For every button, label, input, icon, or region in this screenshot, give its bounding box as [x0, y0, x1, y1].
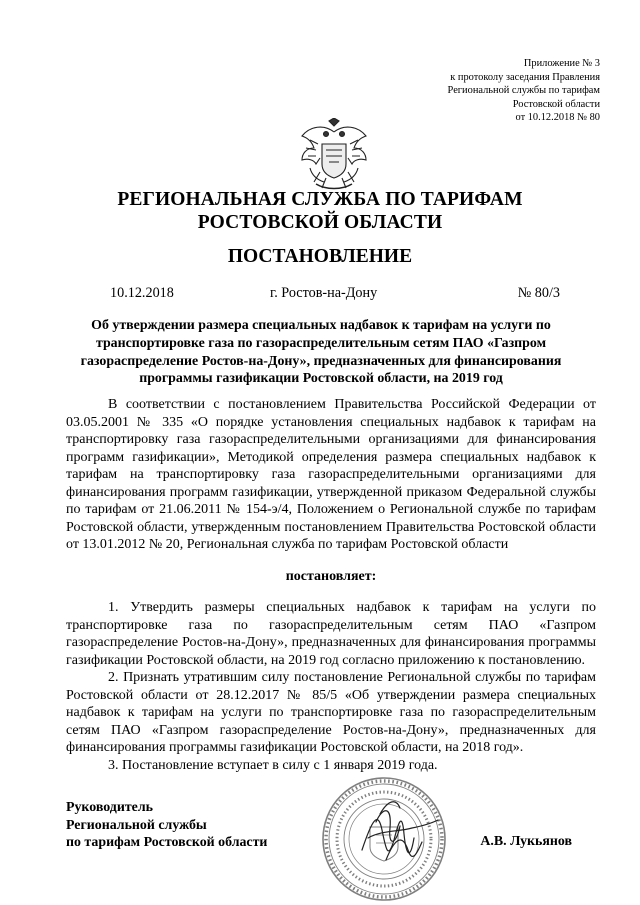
organization-title-line: РОСТОВСКОЙ ОБЛАСТИ: [197, 212, 443, 233]
organization-title-line: РЕГИОНАЛЬНАЯ СЛУЖБА ПО ТАРИФАМ: [117, 189, 523, 210]
appendix-line: Региональной службы по тарифам: [447, 85, 600, 96]
appendix-line: Приложение № 3: [523, 58, 600, 69]
resolution-item: 1. Утвердить размеры специальных надбавок к тарифам на услуги по транспортировке газа по газораспределительным сетям ПАО «Газпром газораспределение Ростов-на-Дону», предназначенных для финансирования программы газификации Ростовской области, на 2019 год согласно приложению к постановлению.: [66, 600, 596, 668]
organization-title: [0, 188, 640, 234]
coat-of-arms-icon: [296, 118, 372, 196]
handwritten-signature-icon: [342, 780, 462, 900]
preamble-paragraph: В соответствии с постановлением Правительства Российской Федерации от 03.05.2001 № 335 «О порядке установления специальных надбавок к тарифам на транспортировку газа газораспределительными организациями для финансирования программ газификации», Методикой определения размера специальных надбавок к тарифам на транспортировку газа газораспределительными организациями для финансирования программ газификации, утвержденной приказом Федеральной службы по тарифам от 21.06.2011 № 154-э/4, Положением о Региональной службе по тарифам Ростовской области, утвержденным постановлением Правительства Ростовской области от 13.01.2012 № 20, Региональная служба по тарифам Ростовской области: [66, 397, 596, 552]
appendix-line: Ростовской области: [512, 98, 600, 110]
signer-title-line: Руководитель: [66, 800, 153, 815]
signer-title-line: по тарифам Ростовской области: [66, 835, 268, 850]
resolution-item: 2. Признать утратившим силу постановление Региональной службы по тарифам Ростовской области от 28.12.2017 № 85/5 «Об утверждении размера специальных надбавок к тарифам на услуги по транспортировке газа по газораспределительным сетям ПАО «Газпром газораспределение Ростов-на-Дону», предназначенных для финансирования программы газификации Ростовской области, на 2018 год».: [66, 670, 596, 755]
signer-title-line: Региональной службы: [66, 817, 207, 833]
document-date: 10.12.2018: [110, 285, 174, 301]
document-city: г. Ростов-на-Дону: [270, 285, 378, 301]
resolution-items: [66, 599, 596, 774]
appendix-line: от 10.12.2018 № 80: [515, 112, 600, 123]
appendix-line: к протоколу заседания Правления: [450, 71, 600, 83]
signer-name: А.В. Лукьянов: [480, 834, 572, 849]
signer-title: [66, 799, 267, 852]
document-number: № 80/3: [517, 285, 560, 301]
appendix-note: [360, 57, 600, 125]
document-subject: Об утверждении размера специальных надбавок к тарифам на услуги по транспортировке газа по газораспределительным сетям ПАО «Газпром газораспределение Ростов-на-Дону», предназначенных для финансирования программы газификации Ростовской области, на 2019 год: [80, 318, 562, 387]
resolution-item: 3. Постановление вступает в силу с 1 января 2019 года.: [108, 757, 438, 773]
resolves-heading: постановляет:: [285, 569, 377, 584]
document-type: ПОСТАНОВЛЕНИЕ: [227, 246, 413, 267]
